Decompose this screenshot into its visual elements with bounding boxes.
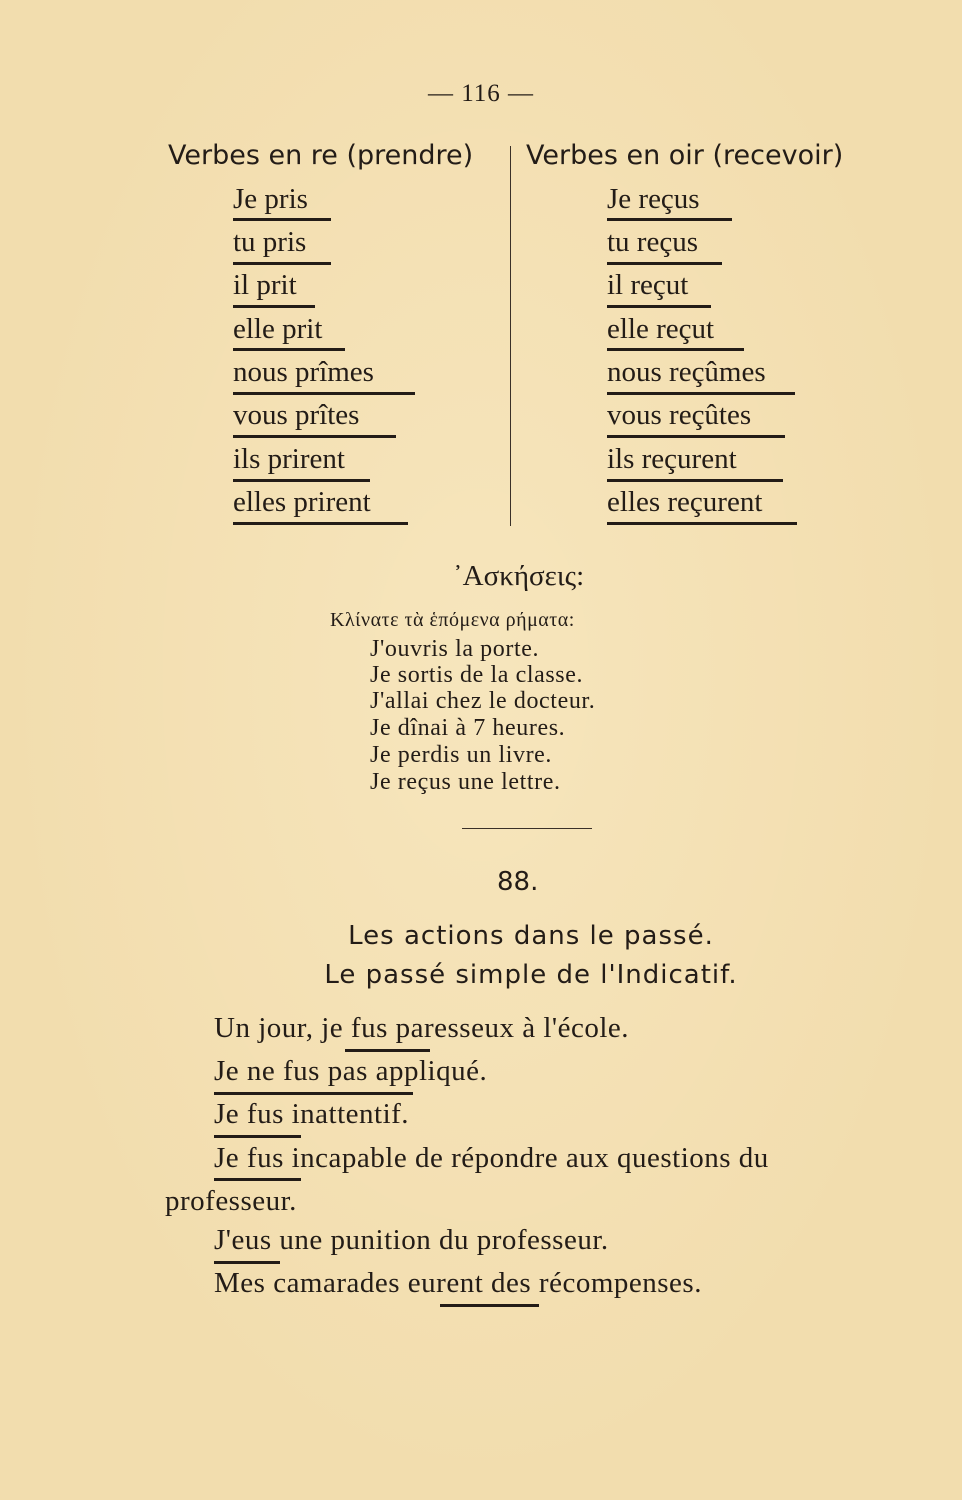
right-column-heading: Verbes en oir (recevoir): [526, 140, 844, 171]
underline: [214, 1178, 301, 1181]
exercise-sentence: Je perdis un livre.: [370, 742, 553, 768]
underline: [233, 479, 370, 482]
paragraph-line: Je ne fus pas appliqué.: [214, 1055, 488, 1087]
right-form-5: nous reçûmes: [607, 356, 766, 388]
column-divider: [510, 146, 511, 526]
exercise-sentence: Je dînai à 7 heures.: [370, 715, 566, 741]
underline: [214, 1261, 280, 1264]
lesson-number: 88.: [497, 867, 539, 897]
left-column-heading: Verbes en re (prendre): [168, 140, 474, 171]
underline: [233, 348, 345, 351]
right-form-7: ils reçurent: [607, 443, 737, 475]
right-form-3: il reçut: [607, 269, 689, 301]
underline: [233, 435, 396, 438]
left-form-1: Je pris: [233, 183, 308, 215]
right-form-6: vous reçûtes: [607, 399, 752, 431]
lesson-title-line2: Le passé simple de l'Indicatif.: [324, 960, 738, 990]
underline: [233, 522, 408, 525]
left-form-2: tu pris: [233, 226, 307, 258]
paragraph-line: J'eus une punition du professeur.: [214, 1224, 609, 1256]
underline: [214, 1092, 413, 1095]
paragraph-line: Mes camarades eurent des récompenses.: [214, 1267, 702, 1299]
paragraph-line: Je fus inattentif.: [214, 1098, 410, 1130]
right-form-2: tu reçus: [607, 226, 698, 258]
exercise-sentence: J'allai chez le docteur.: [370, 688, 596, 714]
underline: [233, 218, 331, 221]
underline: [440, 1304, 539, 1307]
left-form-7: ils prirent: [233, 443, 345, 475]
left-form-6: vous prîtes: [233, 399, 360, 431]
underline: [233, 392, 415, 395]
exercise-sentence: Je reçus une lettre.: [370, 769, 561, 795]
underline: [233, 305, 315, 308]
paragraph-line: professeur.: [165, 1185, 297, 1217]
underline: [607, 522, 797, 525]
left-form-4: elle prit: [233, 313, 323, 345]
exercises-title: ᾿Ασκήσεις:: [453, 560, 585, 592]
exercises-instruction: Κλίνατε τὰ ἑπόμενα ρήματα:: [330, 609, 575, 631]
section-rule: [462, 828, 592, 829]
underline: [607, 262, 722, 265]
lesson-title-line1: Les actions dans le passé.: [348, 921, 714, 951]
paragraph-line: Je fus incapable de répondre aux questions du: [214, 1142, 769, 1174]
underline: [607, 435, 785, 438]
left-form-5: nous prîmes: [233, 356, 374, 388]
left-form-3: il prit: [233, 269, 297, 301]
page-number: — 116 —: [427, 80, 535, 107]
underline: [233, 262, 331, 265]
exercise-sentence: J'ouvris la porte.: [370, 636, 540, 662]
underline: [607, 218, 732, 221]
paragraph-line: Un jour, je fus paresseux à l'école.: [214, 1012, 630, 1044]
right-form-1: Je reçus: [607, 183, 700, 215]
right-form-8: elles reçurent: [607, 486, 763, 518]
underline: [607, 392, 795, 395]
exercise-sentence: Je sortis de la classe.: [370, 662, 584, 688]
underline: [214, 1135, 301, 1138]
underline: [607, 305, 711, 308]
underline: [607, 348, 744, 351]
underline: [345, 1049, 430, 1052]
left-form-8: elles prirent: [233, 486, 371, 518]
underline: [607, 479, 783, 482]
right-form-4: elle reçut: [607, 313, 715, 345]
